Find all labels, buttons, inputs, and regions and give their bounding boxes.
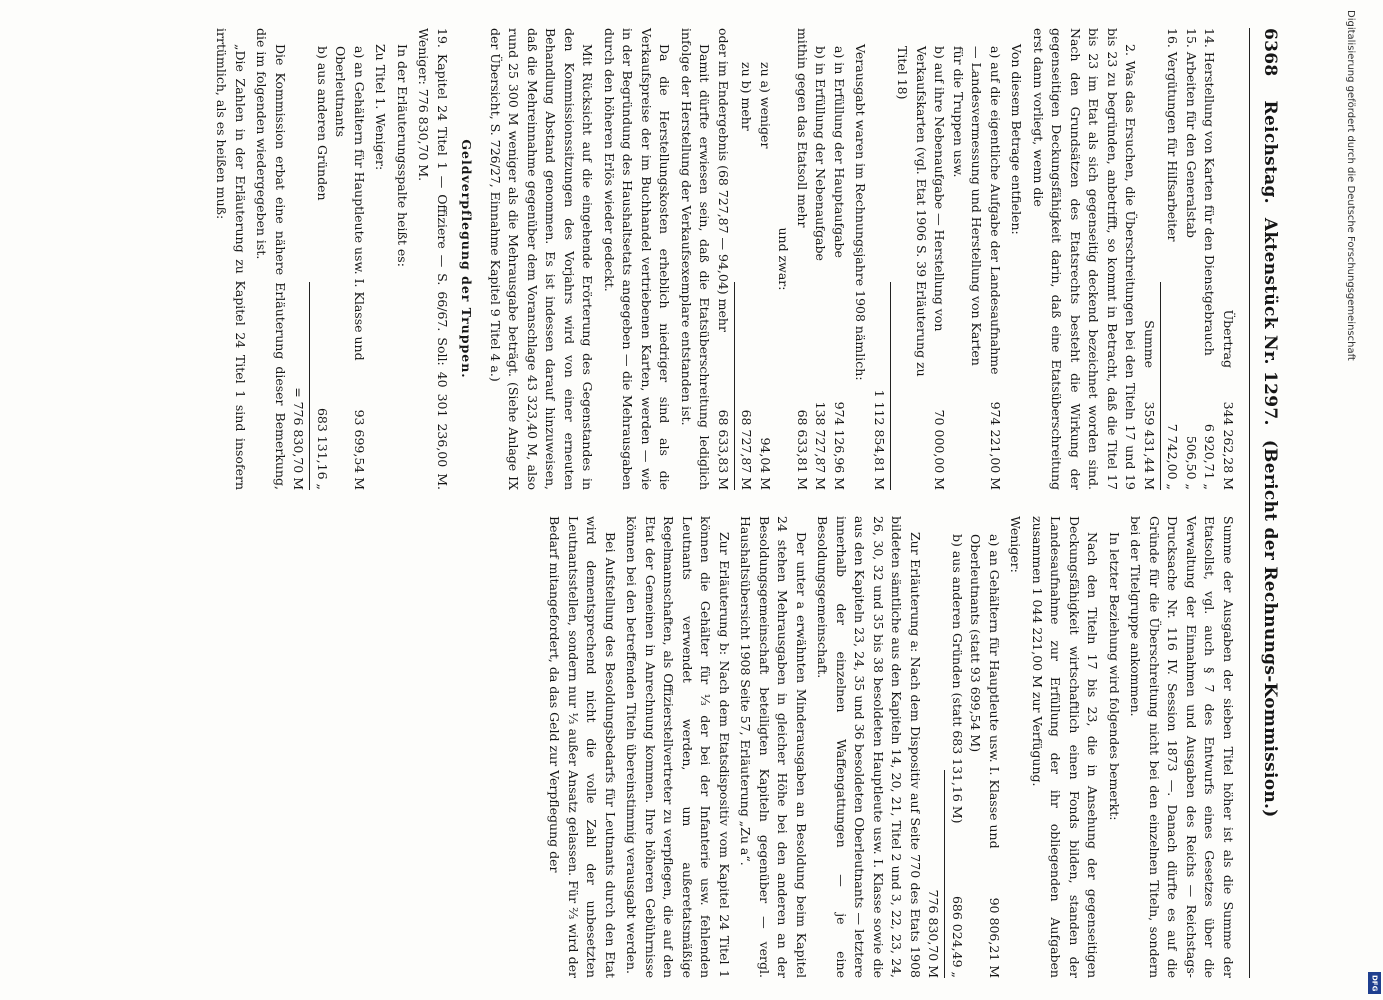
right-column <box>209 516 1237 978</box>
divider <box>945 770 946 978</box>
carryover-row: Übertrag 344 262,28 M <box>1221 309 1236 490</box>
zu-b-row: zu b) mehr 68 727,87 M <box>739 62 755 490</box>
paragraph: In letzter Beziehung wird folgendes bemerkt: <box>1107 532 1122 821</box>
paragraph: 2. Was das Ersuchen, die Überschreitungen bei den Titeln 17 und 19 bis 23 zu begründen, anbetrifft, so kommt in Betracht, daß die Titel 17 bis 23 im Etat als sich gegenseitig deckend bezeichnet worden sind. Nach den Grundsätzen des Etatsrechts besteht die Wirkung der gegenseitigen Deckungsfähigkeit darin, daß eine Etatsüberschreitung erst dann vorliegt, wenn die <box>1031 28 1139 490</box>
paragraph: Da die Herstellungskosten erheblich niedriger sind als die Verkaufspreise der im Buchhandel vertriebenen Karten, werden — wie in der Begründung des Haushaltsetats angegeben — die Mehrausgaben durch den höheren Erlös wieder gedeckt. <box>602 28 673 490</box>
weniger-label: Weniger: <box>1008 516 1024 573</box>
paragraph: Summe der Ausgaben der sieben Titel höher ist als die Summe der Etatsollst, vgl. auch § 7 des Entwurfs eines Gesetzes über die Verwaltung der Einnahmen und Ausgaben des Reichs — Reichstags-Drucksache Nr. 116 IV. Session 1873 —. Danach dürfte es auf die Gründe für die Überschreitung nicht bei den einzelnen Titeln, sondern bei der Titelgruppe ankommen. <box>1128 516 1236 978</box>
allocation-b: b) auf ihre Nebenaufgabe — Herstellung von Verkaufskarten (vgl. Etat 1906 S. 39 Erläuterung zu Titel 18) 70 000,00 M <box>895 46 948 490</box>
reduction-a: a) an Gehältern für Hauptleute usw. I. Klasse und Oberleutnants 93 699,54 M <box>333 46 367 490</box>
reduction-total: = 776 830,70 M <box>291 387 307 490</box>
weniger-a: a) an Gehältern für Hauptleute usw. I. Klasse und Oberleutnants (statt 93 699,54 M) 90 806,21 M <box>968 534 1002 978</box>
paragraph: Zur Erläuterung a: Nach dem Dispositiv auf Seite 770 des Etats 1908 bildeten sämtliche aus den Kapiteln 14, 20, 21, Titel 2 und 3, 22, 23, 24, 26, 30, 32 und 35 bis 38 besoldeten Hauptleute usw. I. Klasse sowie die aus den Kapiteln 23, 24, 35 und 36 besoldeten Oberleutnants — letztere innerhalb der einzelnen Waffengattungen — je eine Besoldungsgemeinschaft. <box>815 516 923 978</box>
paragraph: Verausgabt waren im Rechnungsjahre 1908 nämlich: <box>853 44 869 381</box>
page-header <box>1249 28 1290 978</box>
sum-row: Summe 359 431,44 M <box>1142 320 1157 490</box>
spent-b: b) in Erfüllung der Nebenaufgabe 138 727,87 M <box>813 46 829 490</box>
publication-name: Reichstag. <box>1260 100 1280 204</box>
item-row: 15. Arbeiten für den Generalstab 506,50 „ <box>1184 28 1199 490</box>
allocation-a: a) auf die eigentliche Aufgabe der Landesaufnahme — Landesvermessung und Herstellung von Karten für die Truppen usw. 974 221,00 M <box>951 46 1003 490</box>
divider <box>310 282 311 490</box>
paragraph: Bei Aufstellung des Besoldungsbedarfs für Leutnants durch den Etat wird dementsprechend nicht die volle Zahl der unbesetzten Leutnantsstellen, sondern nur ⅓ außer Ansatz gelassen. Für ⅔ wird der Bedarf mitangefordert, da das Geld zur Verpflegung der <box>547 516 618 978</box>
section-heading: Geldverpflegung der Truppen. <box>459 139 475 379</box>
weniger-b: b) aus anderen Gründen (statt 683 131,16 M) 686 024,49 „ <box>950 534 965 978</box>
zu-a-row: zu a) weniger 94,04 M <box>758 62 773 490</box>
dfg-logo: DFG <box>1368 972 1381 994</box>
left-column <box>209 28 1237 490</box>
und-zwar: und zwar: <box>776 227 792 291</box>
item-row: 16. Vergütungen für Hilfsarbeiter 7 742,00 „ <box>1165 28 1181 490</box>
mehr-row: mithin gegen das Etatsoll mehr 68 633,81 M <box>795 28 810 490</box>
paragraph: „Die Zahlen in der Erläuterung zu Kapitel 24 Titel 1 sind insofern irrtümlich, als es heißen muß: <box>214 28 248 490</box>
paragraph: Zur Erläuterung b: Nach dem Etatsdispositiv vom Kapitel 24 Titel 1 können die Gehälter für ⅓ der bei der Infanterie usw. fehlenden Leutnants verwendet werden, um außeretatsmäßige Regelmannschaften, als Offizierstellvertreter zu verpflegen, die auf den Etat der Gemeinen in Anrechnung kommen. Ihre höheren Gebührnisse können bei den betreffenden Titeln übereinstimmig verausgabt werden. <box>624 516 732 978</box>
divider <box>1160 282 1161 490</box>
result-row: oder im Endergebnis (68 727,87 — 94,04) mehr 68 633,83 M <box>716 28 731 490</box>
paragraph: Die Kommission erbat eine nähere Erläuterung dieser Bemerkung, die im folgenden wiedergegeben ist. <box>254 28 288 490</box>
paragraph: Damit dürfte erwiesen sein, daß die Etatsüberschreitung lediglich infolge der Herstellung der Verkaufsexemplare entstanden ist. <box>679 28 713 490</box>
digitization-credit: Digitalisierung gefördert durch die Deutsche Forschungsgemeinschaft <box>1345 10 1356 361</box>
paragraph: Von diesem Betrage entfielen: <box>1009 44 1025 235</box>
paragraph: Nach den Titeln 17 bis 23, die in Ansehung der gegenseitigen Deckungsfähigkeit wirtschaftlich einen Fonds bilden, standen der Landesaufnahme zur Erfüllung der ihr obliegenden Aufgaben zusammen 1 044 221,00 M zur Verfügung. <box>1030 516 1101 978</box>
paragraph: Der unter a erwähnten Minderausgaben an Besoldung beim Kapitel 24 stehen Mehrausgaben in gleicher Höhe bei den anderen an der Besoldungsgemeinschaft beteiligten Kapiteln gegenüber — vergl. Haushaltsübersicht 1908 Seite 57, Erläuterung „Zu a“. <box>738 516 809 978</box>
item-19: 19. Kapitel 24 Titel 1 — Offiziere — S. 66/67. Soll: 40 301 236,00 M. Weniger: 776 830,70 M. <box>416 28 450 490</box>
weniger-total: 776 830,70 M <box>926 889 942 978</box>
spent-a: a) in Erfüllung der Hauptaufgabe 974 126,96 M <box>832 46 847 490</box>
document-number: Aktenstück Nr. 1297. <box>1260 217 1280 426</box>
divider <box>734 282 735 490</box>
paragraph: Zu Titel 1. Weniger: <box>373 44 389 171</box>
section-title: (Bericht der Rechnungs-Kommission.) <box>1260 439 1280 818</box>
paragraph: Mit Rücksicht auf die eingehende Erörterung des Gegenstandes in den Kommissionssitzungen des Vorjahrs wird von einer erneuten Behandlung Abstand genommen. Es ist indessen darauf hinzuweisen, daß die Mehreinnahme gegenüber dem Voranschlage 43 323,40 M, also rund 25 300 M weniger als die Mehrausgabe beträgt. (Siehe Anlage IX der Übersicht, S. 726/27, Einnahme Kapitel 9 Titel 4 a.) <box>488 28 596 490</box>
paragraph: In der Erläuterungsspalte heißt es: <box>395 44 410 267</box>
page-number: 6368 <box>1260 28 1280 77</box>
item-row: 14. Herstellung von Karten für den Dienstgebrauch 6 920,71 „ <box>1202 28 1218 490</box>
divider <box>890 282 891 490</box>
reduction-b: b) aus anderen Gründen 683 131,16 „ <box>315 46 330 490</box>
total-row: 1 112 854,81 M <box>872 389 887 490</box>
